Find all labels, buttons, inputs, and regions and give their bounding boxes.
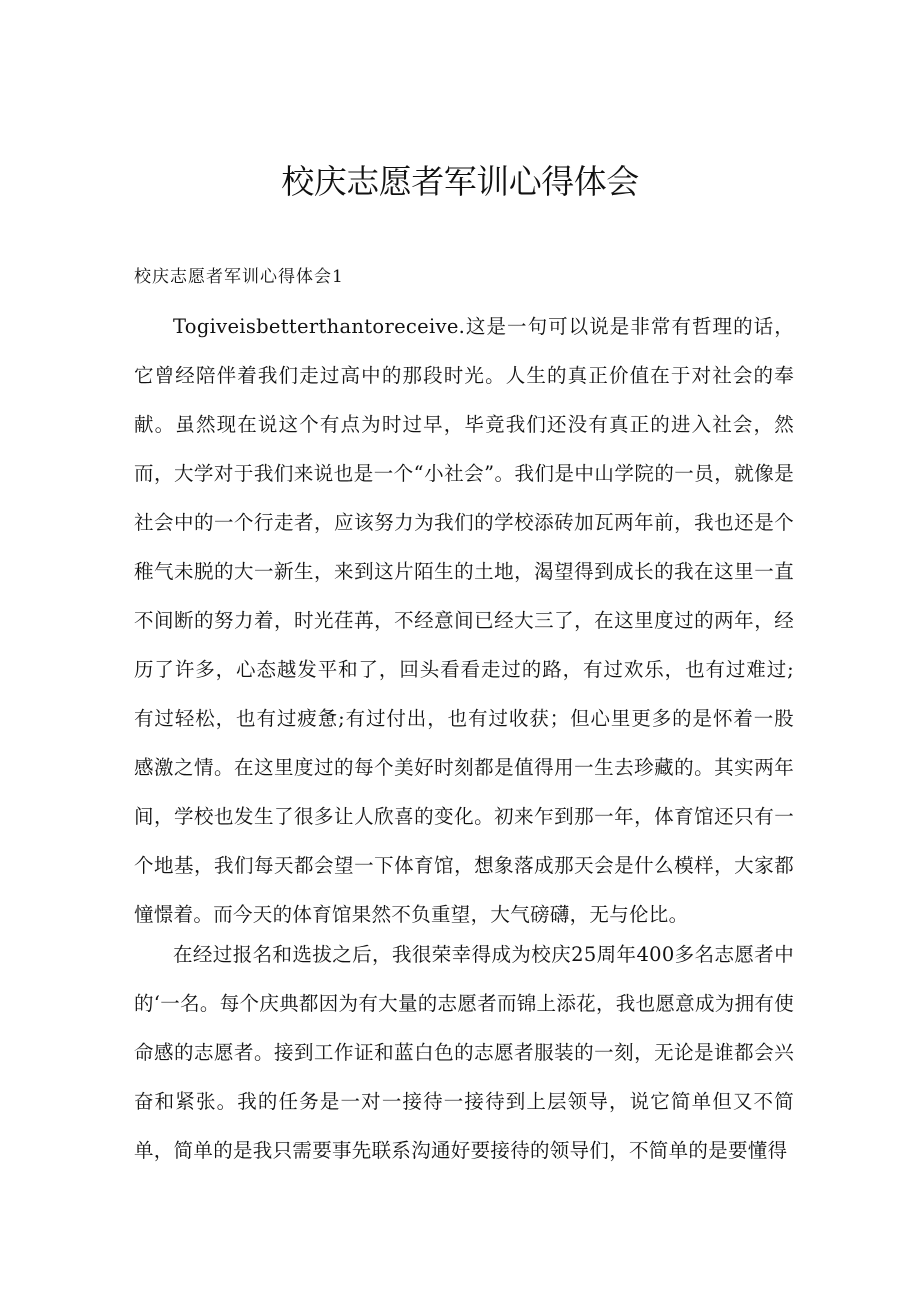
paragraph-1: Togiveisbetterthantoreceive.这是一句可以说是非常有哲理的话，它曾经陪伴着我们走过高中的那段时光。人生的真正价值在于对社会的奉献。虽然现在说这个有点为时过早，毕竟我们还没有真正的进入社会，然而，大学对于我们来说也是一个“小社会”。我们是中山学院的一员，就像是社会中的一个行走者，应该努力为我们的学校添砖加瓦两年前，我也还是个稚气未脱的大一新生，来到这片陌生的土地，渴望得到成长的我在这里一直不间断的努力着，时光荏苒，不经意间已经大三了，在这里度过的两年，经历了许多，心态越发平和了，回头看看走过的路，有过欢乐，也有过难过;有过轻松，也有过疲惫;有过付出，也有过收获；但心里更多的是怀着一股感激之情。在这里度过的每个美好时刻都是值得用一生去珍藏的。其实两年间，学校也发生了很多让人欣喜的变化。初来乍到那一年，体育馆还只有一个地基，我们每天都会望一下体育馆，想象落成那天会是什么模样，大家都憧憬着。而今天的体育馆果然不负重望，大气磅礴，无与伦比。: [134, 315, 794, 926]
paragraph-2: 在经过报名和选拔之后，我很荣幸得成为校庆25周年400多名志愿者中的‘一名。每个庆典都因为有大量的志愿者而锦上添花，我也愿意成为拥有使命感的志愿者。接到工作证和蓝白色的志愿者服装的一刻，无论是谁都会兴奋和紧张。我的任务是一对一接待一接待到上层领导，说它简单但又不简单，简单的是我只需要事先联系沟通好要接待的领导们，不简单的是要懂得: [134, 943, 794, 1162]
document-title: 校庆志愿者军训心得体会: [281, 162, 639, 201]
section-heading: 校庆志愿者军训心得体会1: [134, 267, 344, 287]
